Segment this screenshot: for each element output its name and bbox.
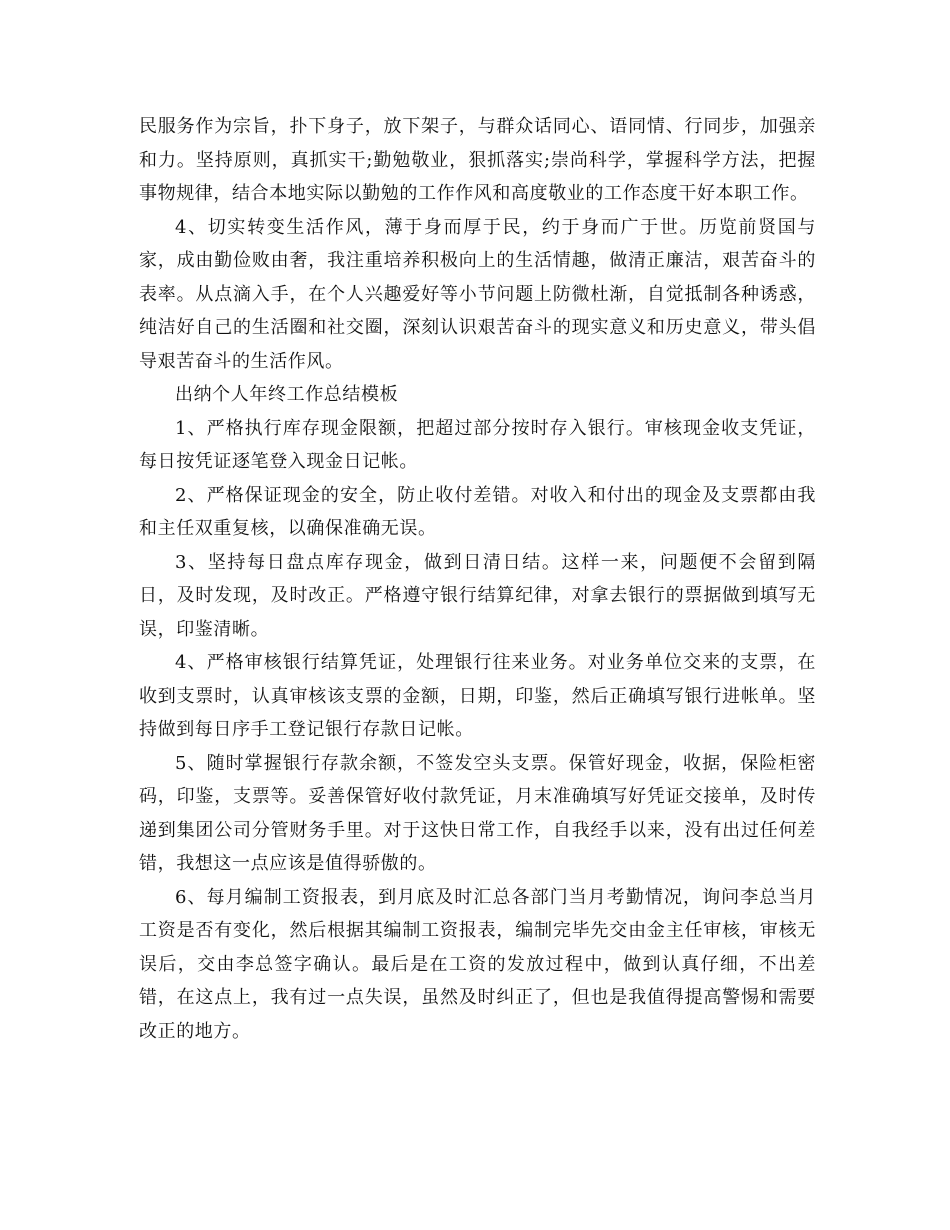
paragraph-continuation: 民服务作为宗旨，扑下身子，放下架子，与群众话同心、语同情、行同步，加强亲和力。坚持原则，真抓实干;勤勉敬业，狠抓落实;崇尚科学，掌握科学方法，把握事物规律，结合本地实际以勤勉的工作作风和高度敬业的工作态度干好本职工作。: [139, 116, 816, 204]
paragraph-item-2: 2、严格保证现金的安全，防止收付差错。对收入和付出的现金及支票都由我和主任双重复核，以确保准确无误。: [139, 484, 816, 539]
paragraph-item-5: 5、随时掌握银行存款余额，不签发空头支票。保管好现金，收据，保险柜密码，印鉴，支票等。妥善保管好收付款凭证，月末准确填写好凭证交接单，及时传递到集团公司分管财务手里。对于这快日常工作，自我经手以来，没有出过任何差错，我想这一点应该是值得骄傲的。: [139, 752, 816, 874]
document-body: [139, 110, 816, 1048]
paragraph-item-4-lifestyle: 4、切实转变生活作风，薄于身而厚于民，约于身而广于世。历览前贤国与家，成由勤俭败由奢，我注重培养积极向上的生活情趣，做清正廉洁，艰苦奋斗的表率。从点滴入手，在个人兴趣爱好等小节问题上防微杜渐，自觉抵制各种诱惑，纯洁好自己的生活圈和社交圈，深刻认识艰苦奋斗的现实意义和历史意义，带头倡导艰苦奋斗的生活作风。: [139, 216, 816, 372]
paragraph-item-4: 4、严格审核银行结算凭证，处理银行往来业务。对业务单位交来的支票，在收到支票时，认真审核该支票的金额，日期，印鉴，然后正确填写银行进帐单。坚持做到每日序手工登记银行存款日记帐。: [139, 652, 816, 740]
paragraph-item-1: 1、严格执行库存现金限额，把超过部分按时存入银行。审核现金收支凭证，每日按凭证逐笔登入现金日记帐。: [139, 417, 816, 472]
paragraph-item-6: 6、每月编制工资报表，到月底及时汇总各部门当月考勤情况，询问李总当月工资是否有变化，然后根据其编制工资报表，编制完毕先交由金主任审核，审核无误后，交由李总签字确认。最后是在工资的发放过程中，做到认真仔细，不出差错，在这点上，我有过一点失误，虽然及时纠正了，但也是我值得提高警惕和需要改正的地方。: [139, 886, 816, 1042]
paragraph-item-3: 3、坚持每日盘点库存现金，做到日清日结。这样一来，问题便不会留到隔日，及时发现，及时改正。严格遵守银行结算纪律，对拿去银行的票据做到填写无误，印鉴清晰。: [139, 551, 816, 640]
section-heading: 出纳个人年终工作总结模板: [175, 384, 399, 405]
